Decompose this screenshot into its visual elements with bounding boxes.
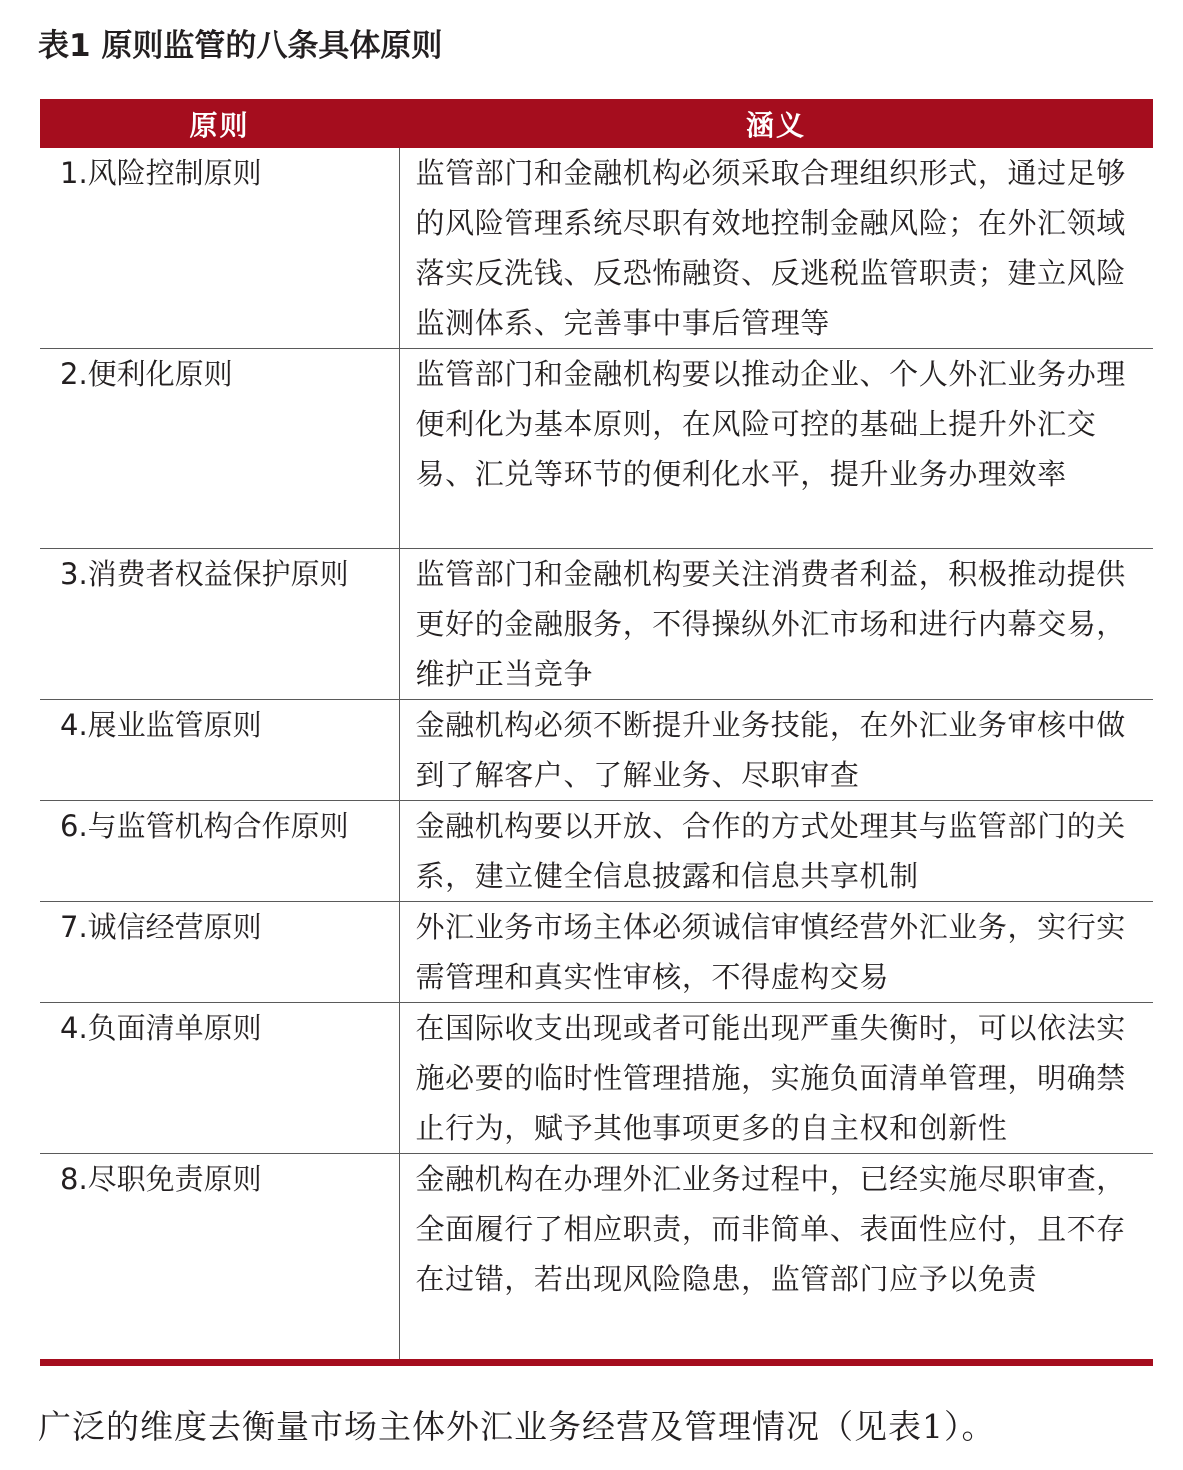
- table-row: [40, 1154, 1153, 1359]
- table-row: [40, 148, 1153, 349]
- table-row: [40, 700, 1153, 801]
- principle-cell: 2.便利化原则: [40, 349, 399, 549]
- meaning-cell: 金融机构要以开放、合作的方式处理其与监管部门的关系，建立健全信息披露和信息共享机制: [399, 801, 1153, 902]
- table-caption: 表1 原则监管的八条具体原则: [38, 28, 443, 64]
- table-row: [40, 1003, 1153, 1154]
- table-header-row: [40, 99, 1153, 148]
- principle-cell: 7.诚信经营原则: [40, 902, 399, 1003]
- principle-cell: 8.尽职免责原则: [40, 1154, 399, 1359]
- meaning-cell: 外汇业务市场主体必须诚信审慎经营外汇业务，实行实需管理和真实性审核，不得虚构交易: [399, 902, 1153, 1003]
- principle-cell: 1.风险控制原则: [40, 148, 399, 349]
- header-meaning: 涵义: [399, 99, 1153, 148]
- table-row: [40, 349, 1153, 549]
- table-row: [40, 902, 1153, 1003]
- principle-cell: 4.展业监管原则: [40, 700, 399, 801]
- principle-cell: 4.负面清单原则: [40, 1003, 399, 1154]
- header-principle: 原则: [40, 99, 399, 148]
- table-row: [40, 549, 1153, 700]
- table-bottom-rule: [40, 1359, 1153, 1366]
- table-row: [40, 801, 1153, 902]
- meaning-cell: 在国际收支出现或者可能出现严重失衡时，可以依法实施必要的临时性管理措施，实施负面清单管理，明确禁止行为，赋予其他事项更多的自主权和创新性: [399, 1003, 1153, 1154]
- body-paragraph: 广泛的维度去衡量市场主体外汇业务经营及管理情况（见表1）。: [38, 1407, 996, 1446]
- principles-table: [40, 99, 1153, 1359]
- meaning-cell: 监管部门和金融机构必须采取合理组织形式，通过足够的风险管理系统尽职有效地控制金融风险；在外汇领域落实反洗钱、反恐怖融资、反逃税监管职责；建立风险监测体系、完善事中事后管理等: [399, 148, 1153, 349]
- principles-table-container: [40, 99, 1153, 1366]
- meaning-cell: 金融机构必须不断提升业务技能，在外汇业务审核中做到了解客户、了解业务、尽职审查: [399, 700, 1153, 801]
- meaning-cell: 监管部门和金融机构要关注消费者利益，积极推动提供更好的金融服务，不得操纵外汇市场和进行内幕交易，维护正当竞争: [399, 549, 1153, 700]
- principle-cell: 6.与监管机构合作原则: [40, 801, 399, 902]
- principle-cell: 3.消费者权益保护原则: [40, 549, 399, 700]
- meaning-cell: 监管部门和金融机构要以推动企业、个人外汇业务办理便利化为基本原则，在风险可控的基础上提升外汇交易、汇兑等环节的便利化水平，提升业务办理效率: [399, 349, 1153, 549]
- meaning-cell: 金融机构在办理外汇业务过程中，已经实施尽职审查，全面履行了相应职责，而非简单、表面性应付，且不存在过错，若出现风险隐患，监管部门应予以免责: [415, 1162, 1126, 1296]
